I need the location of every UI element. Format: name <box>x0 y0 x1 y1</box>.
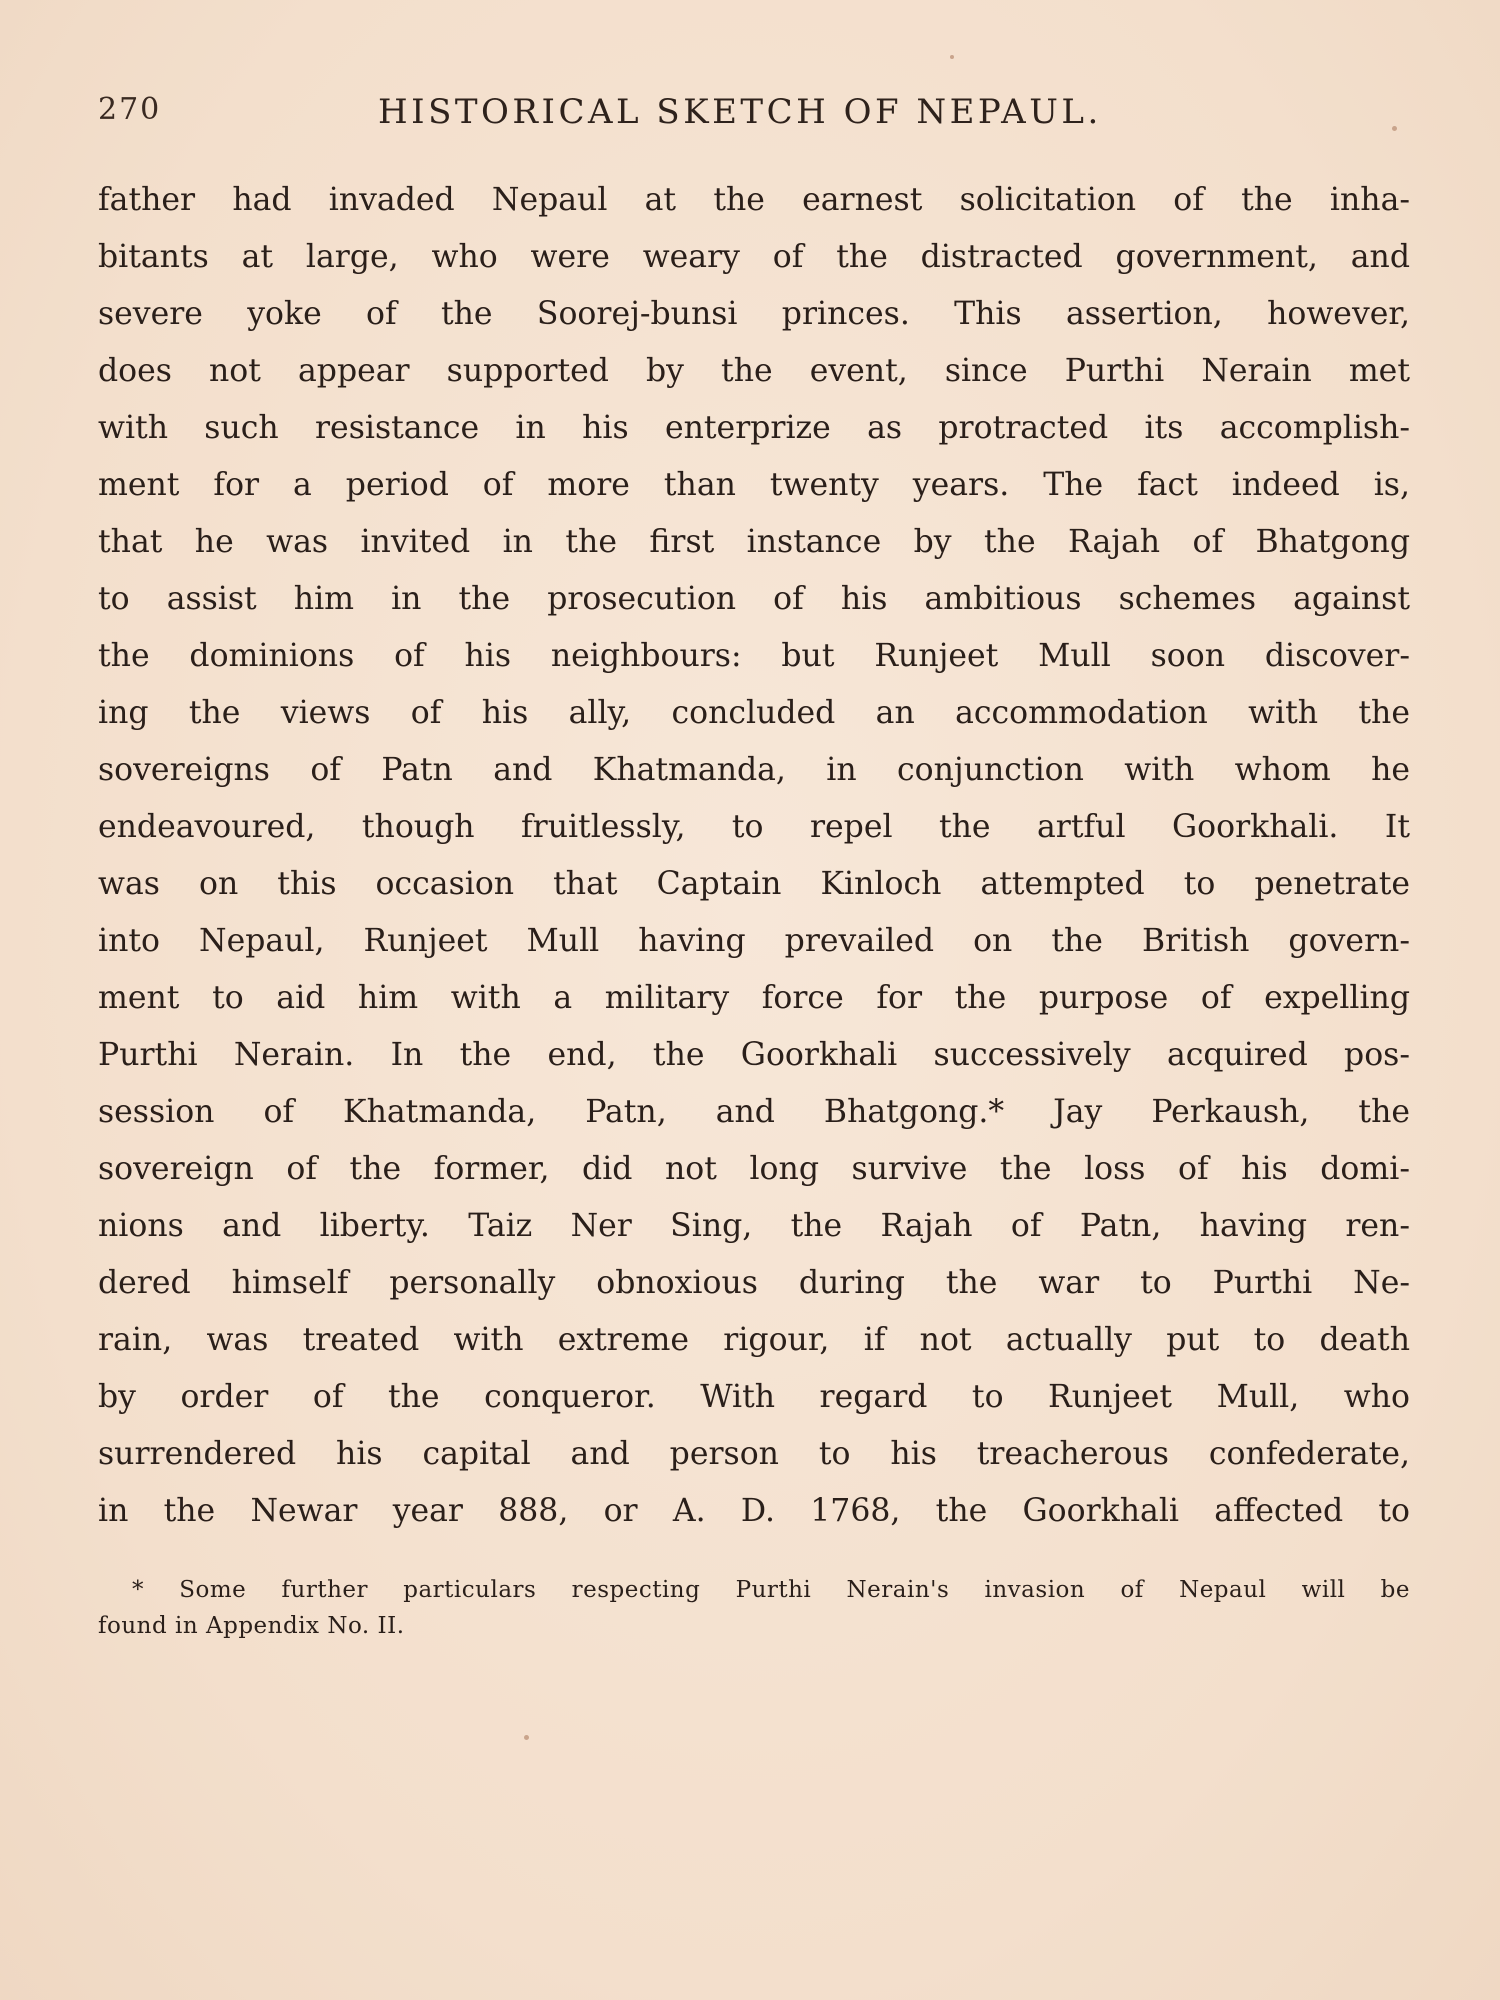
text-line: endeavoured, though fruitlessly, to repel the artful Goorkhali. It <box>98 809 1410 845</box>
text-line: bitants at large, who were weary of the distracted government, and <box>98 239 1410 275</box>
body-text <box>98 172 1410 1540</box>
paper-speck <box>1392 126 1397 131</box>
footnote-line: found in Appendix No. II. <box>98 1613 405 1639</box>
text-line: rain, was treated with extreme rigour, if not actually put to death <box>98 1322 1410 1358</box>
paper-speck <box>950 55 954 59</box>
text-line: sovereign of the former, did not long survive the loss of his domi- <box>98 1151 1410 1187</box>
text-line: ing the views of his ally, concluded an accommodation with the <box>98 695 1410 731</box>
text-line: was on this occasion that Captain Kinloch attempted to penetrate <box>98 866 1410 902</box>
page-number: 270 <box>98 92 162 127</box>
running-title: HISTORICAL SKETCH OF NEPAUL. <box>378 92 1102 132</box>
text-line: into Nepaul, Runjeet Mull having prevailed on the British govern- <box>98 923 1410 959</box>
text-line: session of Khatmanda, Patn, and Bhatgong.* Jay Perkaush, the <box>98 1094 1410 1130</box>
text-line: Purthi Nerain. In the end, the Goorkhali successively acquired pos- <box>98 1037 1410 1073</box>
page-header <box>98 92 1410 140</box>
text-line: by order of the conqueror. With regard to Runjeet Mull, who <box>98 1379 1410 1415</box>
footnote-line: * Some further particulars respecting Purthi Nerain's invasion of Nepaul will be <box>132 1577 1410 1603</box>
text-line: in the Newar year 888, or A. D. 1768, the Goorkhali affected to <box>98 1493 1410 1529</box>
text-line: severe yoke of the Soorej-bunsi princes. This assertion, however, <box>98 296 1410 332</box>
text-line: with such resistance in his enterprize as protracted its accomplish- <box>98 410 1410 446</box>
text-line: surrendered his capital and person to his treacherous confederate, <box>98 1436 1410 1472</box>
paper-speck <box>524 1735 529 1740</box>
footnote <box>98 1572 1410 1644</box>
text-line: nions and liberty. Taiz Ner Sing, the Rajah of Patn, having ren- <box>98 1208 1410 1244</box>
text-line: the dominions of his neighbours: but Runjeet Mull soon discover- <box>98 638 1410 674</box>
text-line: to assist him in the prosecution of his ambitious schemes against <box>98 581 1410 617</box>
text-line: father had invaded Nepaul at the earnest solicitation of the inha- <box>98 182 1410 218</box>
text-line: ment to aid him with a military force for the purpose of expelling <box>98 980 1410 1016</box>
text-line: ment for a period of more than twenty years. The fact indeed is, <box>98 467 1410 503</box>
text-line: that he was invited in the first instance by the Rajah of Bhatgong <box>98 524 1410 560</box>
text-line: sovereigns of Patn and Khatmanda, in conjunction with whom he <box>98 752 1410 788</box>
text-line: dered himself personally obnoxious during the war to Purthi Ne- <box>98 1265 1410 1301</box>
text-line: does not appear supported by the event, since Purthi Nerain met <box>98 353 1410 389</box>
